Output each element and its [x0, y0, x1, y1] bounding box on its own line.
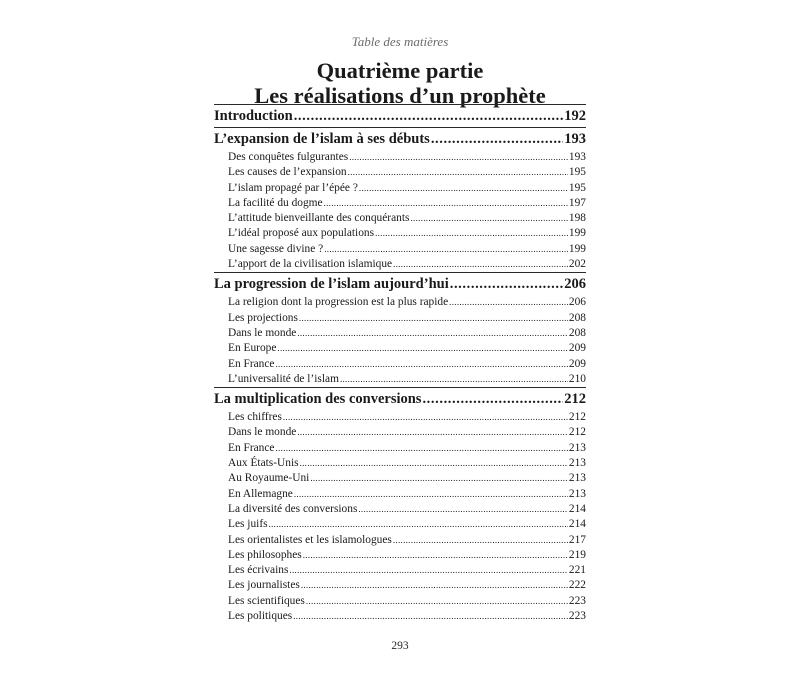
toc-section-page: 210 — [568, 372, 586, 385]
toc-section-page: 195 — [568, 181, 586, 194]
toc-section-entry — [214, 441, 586, 456]
toc-section-page: 213 — [568, 457, 586, 470]
toc-section-title: La diversité des conversions — [228, 502, 358, 515]
leader-dots — [393, 257, 568, 272]
leader-dots — [300, 456, 568, 471]
leader-dots — [283, 410, 568, 425]
leader-dots — [410, 211, 567, 226]
toc-section-entry — [214, 425, 586, 440]
leader-dots — [393, 533, 568, 548]
toc-section-entry — [214, 609, 586, 624]
toc-chapter-title: La progression de l’islam aujourd’hui — [214, 276, 449, 293]
leader-dots — [289, 563, 567, 578]
toc-section-title: Les orientalistes et les islamologues — [228, 533, 392, 546]
toc-section-entry — [214, 311, 586, 326]
toc-section-page: 221 — [568, 564, 586, 577]
toc-section-title: L’apport de la civilisation islamique — [228, 258, 393, 271]
toc-section-page: 212 — [568, 411, 586, 424]
leader-dots — [431, 128, 563, 150]
toc-section-page: 199 — [568, 227, 586, 240]
toc-section-title: Aux États-Unis — [228, 457, 299, 470]
toc-section-page: 222 — [568, 579, 586, 592]
toc-section-entry — [214, 326, 586, 341]
toc-chapter-entry — [214, 387, 586, 410]
toc-section-title: Les juifs — [228, 518, 268, 531]
toc-section-entry — [214, 517, 586, 532]
part-title-line-2: Les réalisations d’un prophète — [254, 83, 546, 108]
leader-dots — [340, 372, 568, 387]
toc-chapter-entry — [214, 272, 586, 295]
toc-section-title: En France — [228, 441, 275, 454]
toc-chapter-page: 212 — [564, 391, 586, 408]
toc-section-page: 208 — [568, 326, 586, 339]
toc-section-page: 213 — [568, 472, 586, 485]
toc-section-entry — [214, 295, 586, 310]
leader-dots — [324, 196, 568, 211]
toc-section-entry — [214, 150, 586, 165]
toc-section-page: 209 — [568, 357, 586, 370]
toc-section-entry — [214, 502, 586, 517]
toc-section-title: Les écrivains — [228, 564, 289, 577]
leader-dots — [293, 609, 568, 624]
leader-dots — [324, 242, 568, 257]
toc-section-title: Des conquêtes fulgurantes — [228, 151, 349, 163]
toc-section-page: 202 — [568, 258, 586, 271]
toc-section-title: En France — [228, 357, 275, 370]
toc-section-entry — [214, 456, 586, 471]
toc-chapter-title: L’expansion de l’islam à ses débuts — [214, 131, 430, 147]
toc-section-title: Au Royaume-Uni — [228, 472, 310, 485]
toc-section-entry — [214, 563, 586, 578]
leader-dots — [269, 517, 568, 532]
part-title-line-1: Quatrième partie — [316, 58, 484, 83]
leader-dots — [294, 487, 568, 502]
leader-dots — [349, 150, 568, 165]
toc-section-entry — [214, 487, 586, 502]
leader-dots — [303, 548, 568, 563]
toc-section-entry — [214, 242, 586, 257]
toc-section-title: L’islam propagé par l’épée ? — [228, 181, 358, 194]
toc-section-entry — [214, 341, 586, 356]
toc-section-page: 214 — [568, 502, 586, 515]
toc-section-page: 198 — [568, 212, 586, 225]
toc-section-title: Les causes de l’expansion — [228, 166, 347, 179]
toc-section-title: Les scientifiques — [228, 594, 305, 607]
toc-section-title: Une sagesse divine ? — [228, 242, 324, 255]
toc-section-entry — [214, 471, 586, 486]
toc-section-page: 212 — [568, 426, 586, 439]
toc-section-page: 223 — [568, 594, 586, 607]
toc-section-entry — [214, 165, 586, 180]
toc-section-entry — [214, 410, 586, 425]
toc-section-title: Les journalistes — [228, 579, 300, 592]
toc-section-title: Les projections — [228, 311, 298, 324]
part-title — [0, 58, 800, 108]
toc-chapter-entry — [214, 104, 586, 127]
toc-section-title: L’universalité de l’islam — [228, 372, 339, 385]
toc-section-page: 208 — [568, 311, 586, 324]
toc-section-title: En Europe — [228, 342, 277, 355]
toc-section-page: 193 — [568, 151, 586, 163]
toc-section-title: Dans le monde — [228, 326, 297, 339]
toc-section-page: 206 — [568, 296, 586, 309]
toc-section-title: Les politiques — [228, 610, 293, 623]
toc-chapter-title: Introduction — [214, 108, 293, 124]
toc-section-page: 199 — [568, 242, 586, 255]
leader-dots — [306, 594, 568, 609]
toc-section-entry — [214, 196, 586, 211]
toc-section-title: L’idéal proposé aux populations — [228, 227, 375, 240]
page-number: 293 — [391, 640, 409, 652]
table-of-contents — [214, 104, 586, 624]
toc-section-page: 195 — [568, 166, 586, 179]
leader-dots — [276, 441, 568, 456]
toc-section-entry — [214, 548, 586, 563]
leader-dots — [277, 341, 568, 356]
toc-section-entry — [214, 226, 586, 241]
leader-dots — [348, 165, 568, 180]
running-header: Table des matières — [351, 34, 449, 49]
leader-dots — [358, 502, 568, 517]
leader-dots — [299, 311, 568, 326]
leader-dots — [449, 295, 568, 310]
toc-section-page: 197 — [568, 196, 586, 209]
leader-dots — [297, 425, 568, 440]
toc-section-page: 214 — [568, 518, 586, 531]
toc-section-page: 213 — [568, 441, 586, 454]
toc-section-entry — [214, 257, 586, 272]
leader-dots — [422, 388, 563, 410]
leader-dots — [294, 105, 564, 127]
leader-dots — [375, 226, 568, 241]
toc-section-title: La facilité du dogme — [228, 196, 323, 209]
toc-section-title: L’attitude bienveillante des conquérants — [228, 212, 410, 225]
toc-section-page: 223 — [568, 610, 586, 623]
leader-dots — [276, 357, 568, 372]
toc-chapter-title: La multiplication des conversions — [214, 391, 422, 408]
toc-section-page: 217 — [568, 533, 586, 546]
leader-dots — [450, 273, 564, 295]
toc-chapter-page: 193 — [564, 131, 586, 147]
toc-section-title: Les chiffres — [228, 411, 282, 424]
toc-section-title: Dans le monde — [228, 426, 297, 439]
toc-section-entry — [214, 578, 586, 593]
leader-dots — [301, 578, 568, 593]
leader-dots — [297, 326, 568, 341]
toc-chapter-page: 192 — [564, 108, 586, 124]
leader-dots — [310, 471, 568, 486]
toc-section-entry — [214, 211, 586, 226]
toc-section-page: 213 — [568, 487, 586, 500]
toc-section-entry — [214, 357, 586, 372]
toc-chapter-entry — [214, 127, 586, 150]
toc-section-entry — [214, 181, 586, 196]
toc-section-entry — [214, 533, 586, 548]
leader-dots — [359, 181, 568, 196]
toc-section-title: Les philosophes — [228, 548, 302, 561]
toc-chapter-page: 206 — [564, 276, 586, 293]
toc-section-title: En Allemagne — [228, 487, 293, 500]
toc-section-entry — [214, 372, 586, 387]
toc-section-entry — [214, 594, 586, 609]
toc-section-title: La religion dont la progression est la plus rapide — [228, 296, 449, 309]
toc-section-page: 219 — [568, 548, 586, 561]
toc-section-page: 209 — [568, 342, 586, 355]
